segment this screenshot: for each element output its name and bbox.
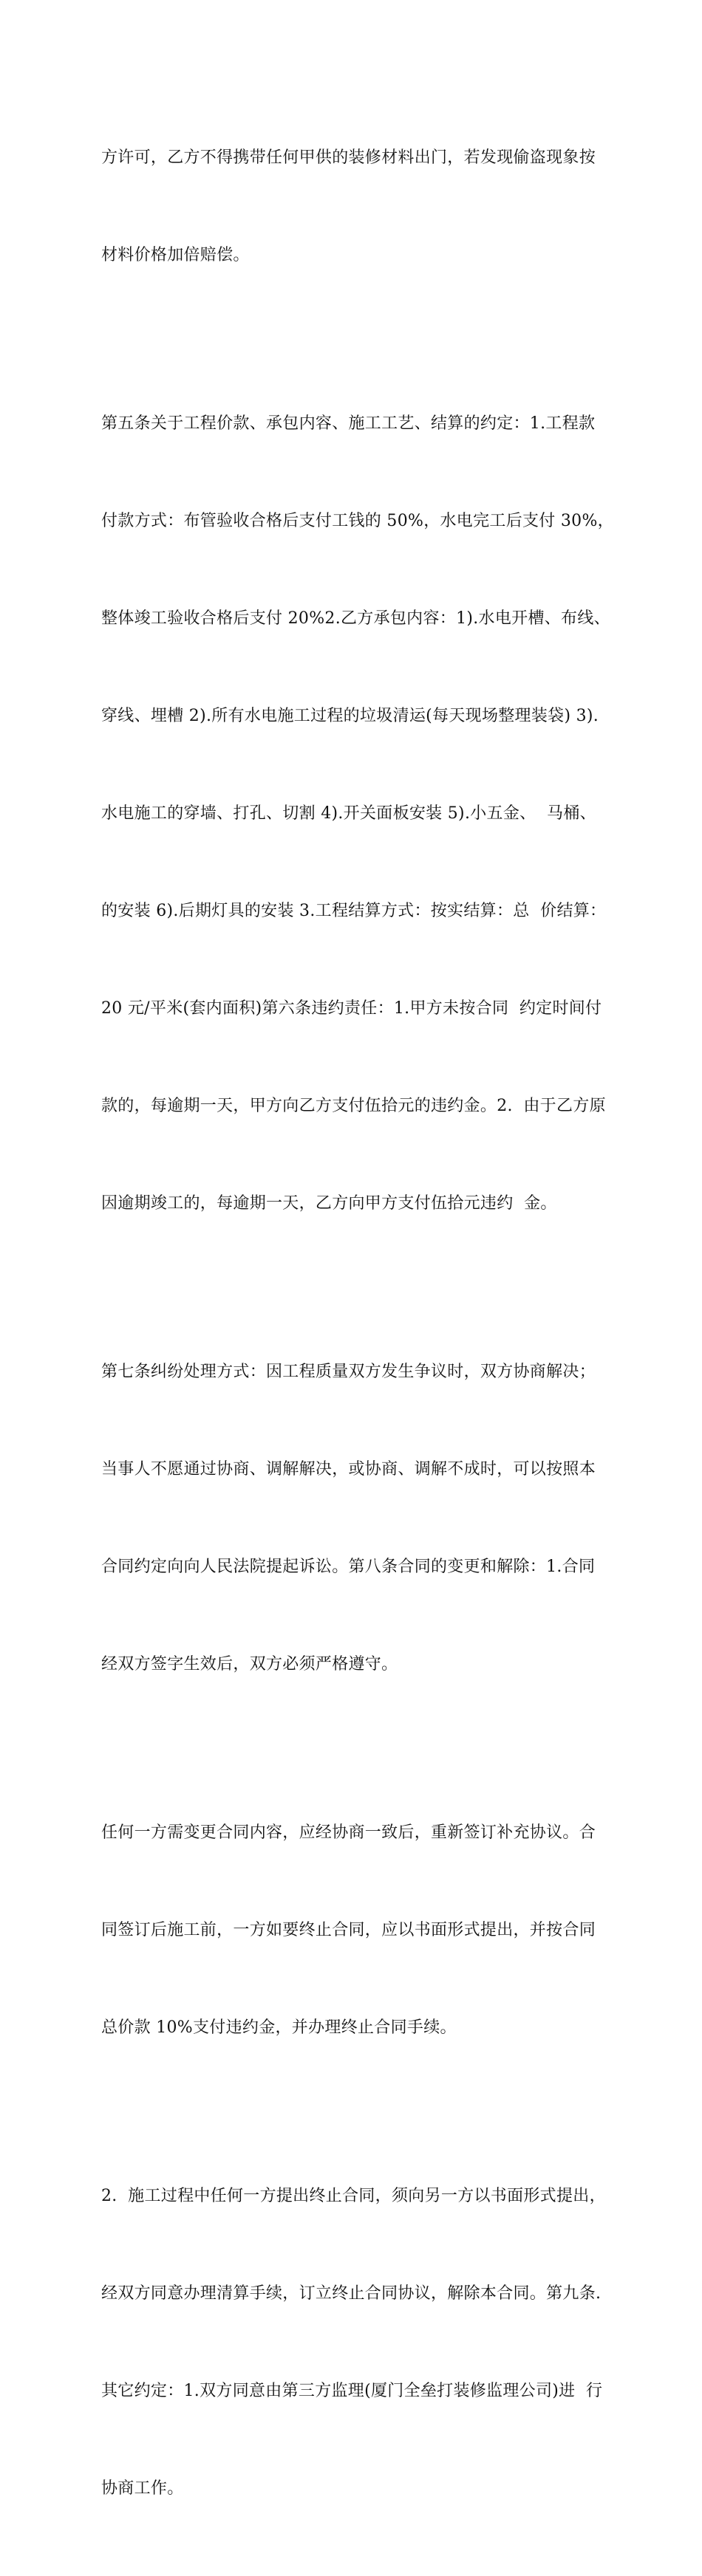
paragraph-line: 合同约定向向人民法院提起诉讼。第八条合同的变更和解除：1.合同	[101, 1558, 596, 1576]
paragraph-line: 经双方同意办理清算手续，订立终止合同协议，解除本合同。第九条.	[101, 2284, 602, 2303]
paragraph-line: 整体竣工验收合格后支付 20%2.乙方承包内容：1).水电开槽、布线、	[101, 609, 610, 628]
paragraph-line: 20 元/平米(套内面积)第六条违约责任：1.甲方未按合同 约定时间付	[101, 999, 602, 1018]
paragraph-5	[101, 2115, 611, 2570]
paragraph-line: 任何一方需变更合同内容，应经协商一致后，重新签订补充协议。合	[101, 1823, 596, 1842]
paragraph-line: 水电施工的穿墙、打孔、切割 4).开关面板安装 5).小五金、 马桶、	[101, 804, 596, 823]
paragraph-line: 第五条关于工程价款、承包内容、施工工艺、结算的约定：1.工程款	[101, 414, 596, 433]
paragraph-line: 的安装 6).后期灯具的安装 3.工程结算方式：按实结算：总 价结算：	[101, 902, 607, 920]
paragraph-line: 第七条纠纷处理方式：因工程质量双方发生争议时，双方协商解决；	[101, 1363, 596, 1381]
paragraph-line: 协商工作。	[101, 2479, 184, 2498]
paragraph-line: 材料价格加倍赔偿。	[101, 246, 250, 264]
paragraph-line: 方许可，乙方不得携带任何甲供的装修材料出门，若发现偷盗现象按	[101, 148, 596, 167]
paragraph-line: 付款方式：布管验收合格后支付工钱的 50%，水电完工后支付 30%，	[101, 512, 614, 530]
paragraph-line: 当事人不愿通过协商、调解解决，或协商、调解不成时，可以按照本	[101, 1460, 596, 1479]
paragraph-line: 款的，每逾期一天，甲方向乙方支付伍拾元的违约金。2. 由于乙方原	[101, 1097, 606, 1115]
paragraph-2	[101, 343, 614, 1285]
paragraph-line: 总价款 10%支付违约金，并办理终止合同手续。	[101, 2018, 457, 2037]
paragraph-line: 其它约定：1.双方同意由第三方监理(厦门全垒打装修监理公司)进 行	[101, 2382, 603, 2400]
paragraph-line: 2. 施工过程中任何一方提出终止合同，须向另一方以书面形式提出，	[101, 2187, 606, 2205]
paragraph-line: 因逾期竣工的，每逾期一天，乙方向甲方支付伍拾元违约 金。	[101, 1194, 557, 1213]
document-body	[101, 77, 614, 2576]
paragraph-4	[101, 1752, 611, 2109]
paragraph-line: 同签订后施工前，一方如要终止合同，应以书面形式提出，并按合同	[101, 1921, 596, 1939]
paragraph-line: 穿线、埋槽 2).所有水电施工过程的垃圾清运(每天现场整理装袋) 3).	[101, 707, 599, 725]
paragraph-line: 经双方签字生效后，双方必须严格遵守。	[101, 1655, 398, 1674]
paragraph-3	[101, 1291, 611, 1746]
paragraph-1	[101, 77, 611, 337]
